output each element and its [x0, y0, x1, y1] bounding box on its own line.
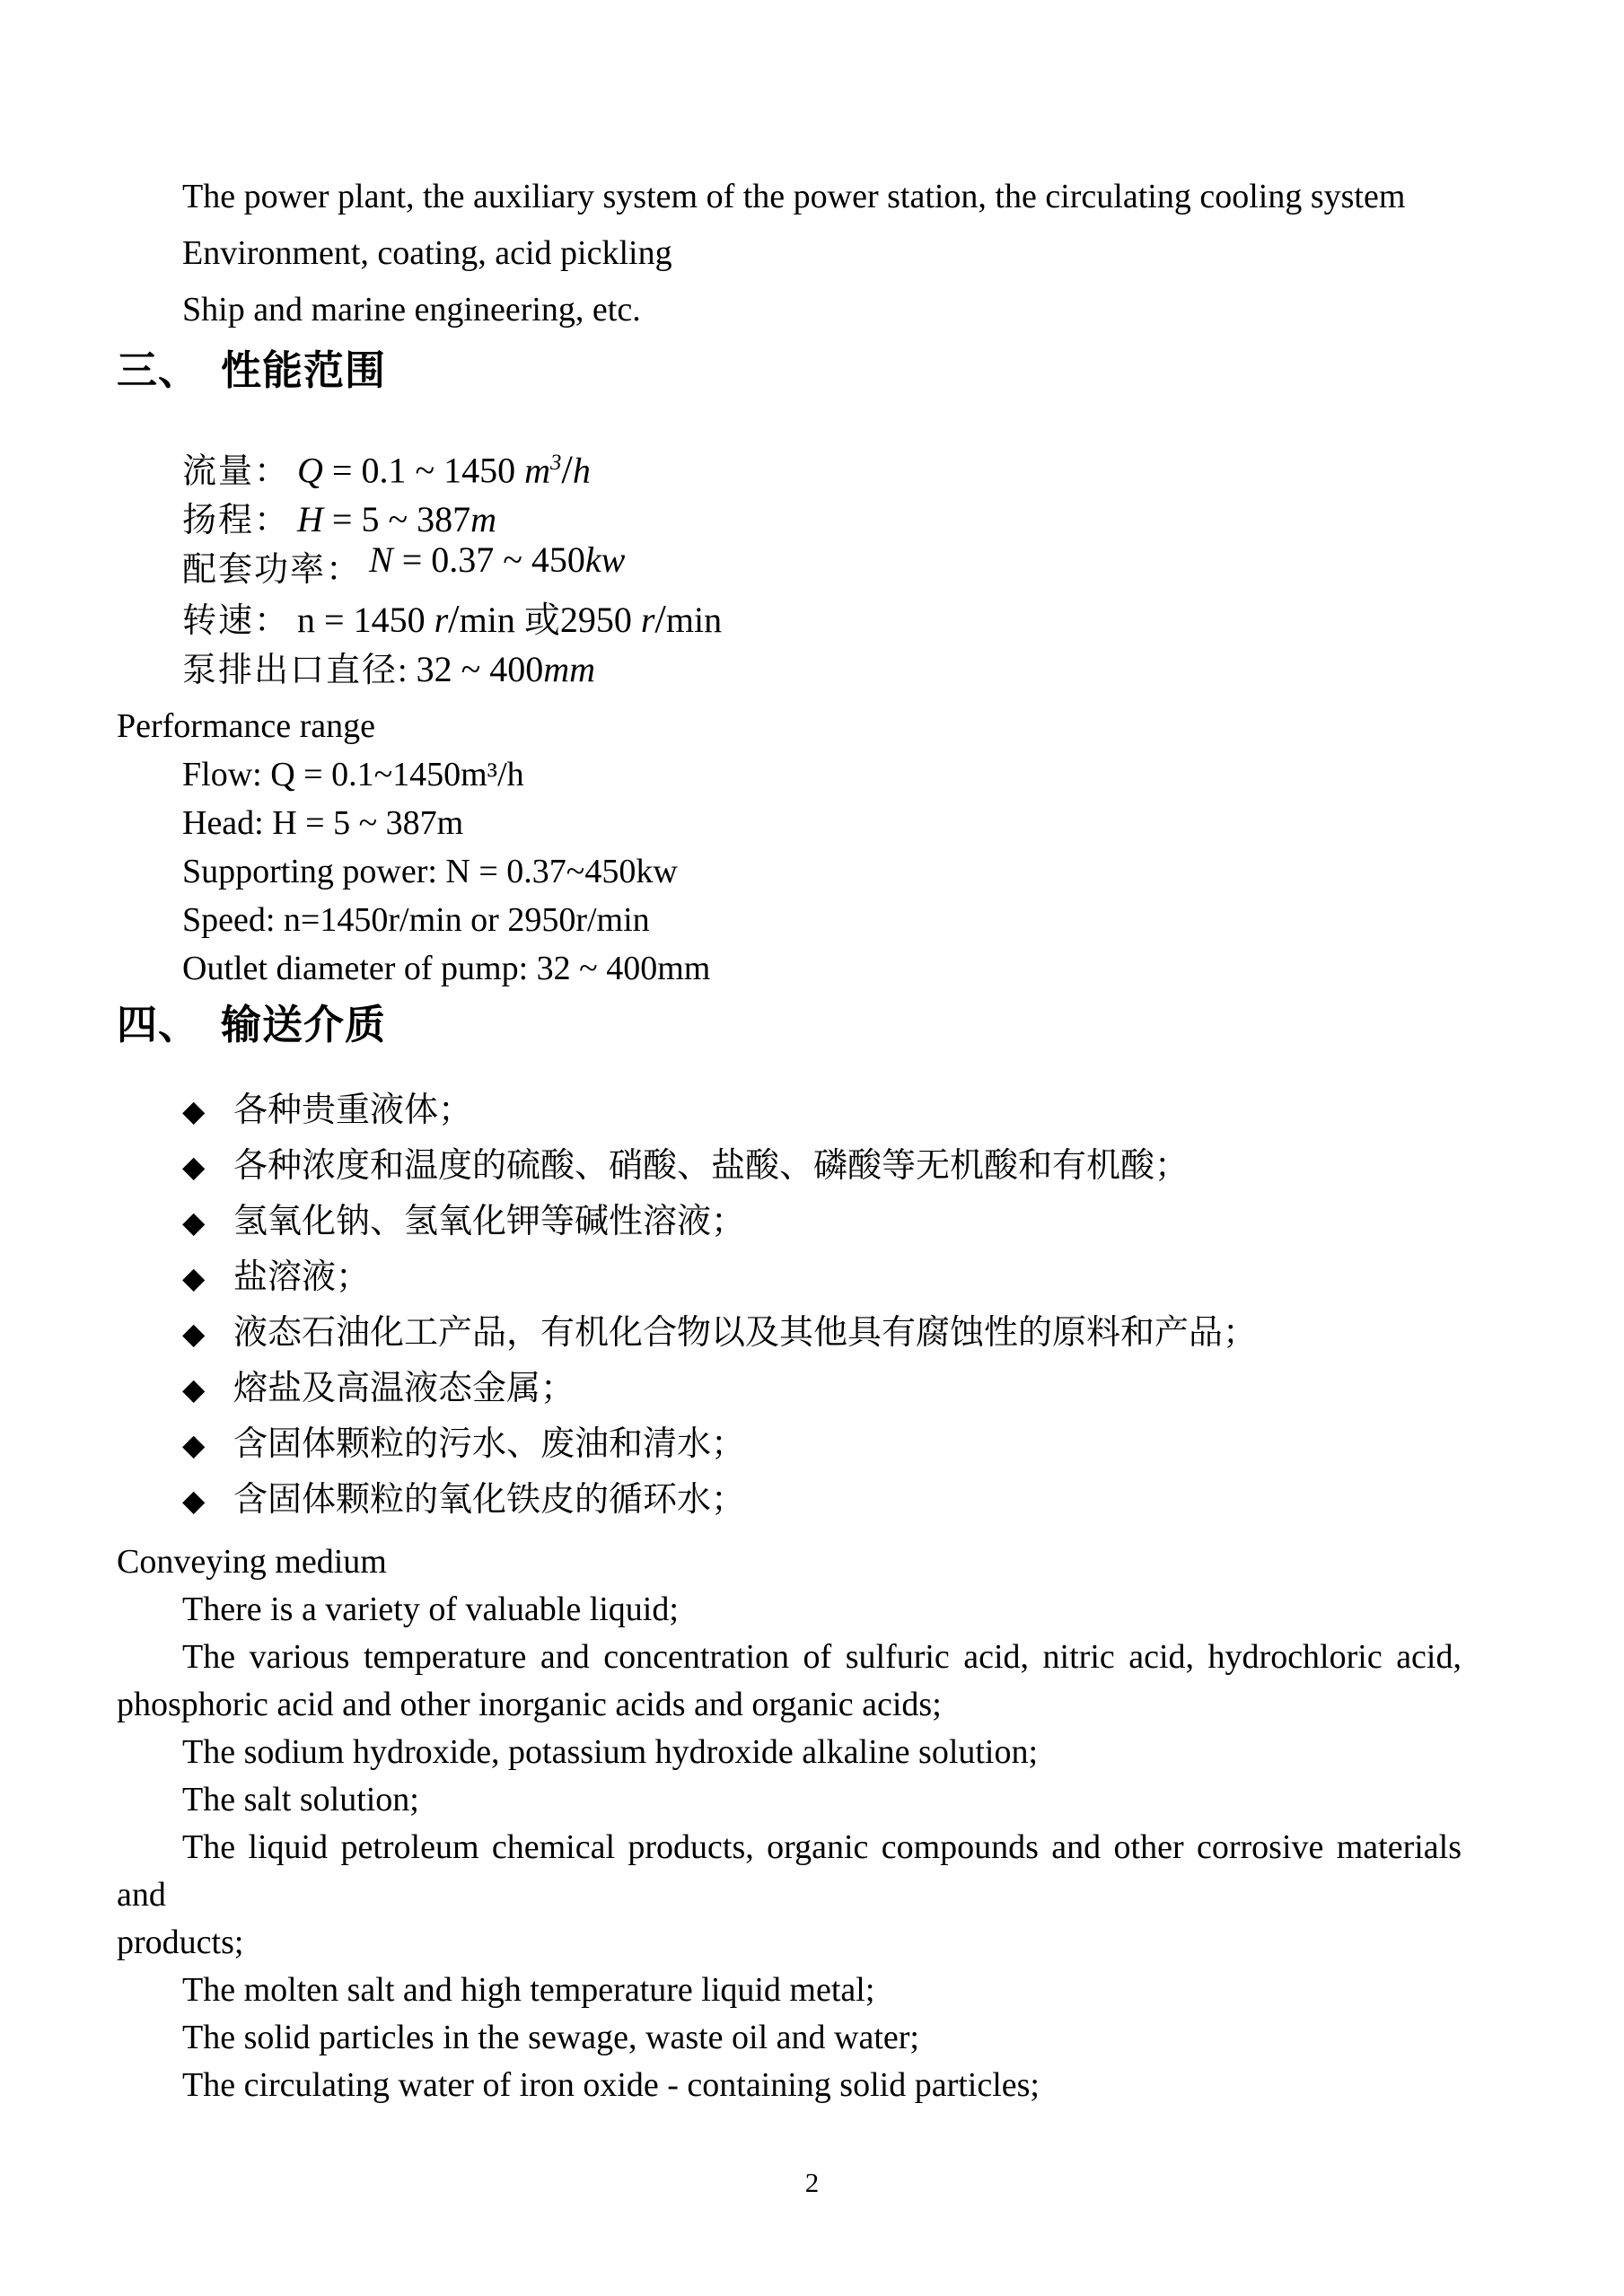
paragraph-line: phosphoric acid and other inorganic acids and organic acids; [117, 1686, 942, 1724]
performance-range-label: Performance range [117, 707, 376, 746]
bullet-text: 含固体颗粒的氧化铁皮的循环水； [233, 1481, 746, 1520]
bullet-item [182, 1250, 1462, 1306]
spec-formula: 32 ~ 400mm [416, 649, 595, 690]
conveying-medium-label: Conveying medium [117, 1543, 387, 1582]
page-content [117, 0, 1462, 2109]
section-title: 输送介质 [221, 1002, 387, 1048]
bullet-text: 各种浓度和温度的硫酸、硝酸、盐酸、磷酸等无机酸和有机酸； [233, 1147, 1189, 1186]
bullet-text: 各种贵重液体； [233, 1091, 473, 1130]
intro-line: The power plant, the auxiliary system of the power station, the circulating cooling system [182, 178, 1406, 215]
spec-line-en: Supporting power: N = 0.37~450kw [182, 853, 678, 891]
bullet-item [182, 1473, 1462, 1529]
bullet-item [182, 1139, 1462, 1195]
paragraph-line: There is a variety of valuable liquid; [182, 1591, 679, 1629]
bullet-text: 氢氧化钠、氢氧化钾等碱性溶液； [233, 1203, 746, 1241]
diamond-bullet-icon: ◆ [182, 1319, 206, 1352]
intro-paragraphs [117, 169, 1462, 338]
bullet-text: 盐溶液； [233, 1258, 371, 1297]
spec-line-cn [182, 439, 1462, 495]
paragraph-line: The sodium hydroxide, potassium hydroxide alkaline solution; [182, 1733, 1039, 1772]
diamond-bullet-icon: ◆ [182, 1374, 206, 1407]
bullet-text: 含固体颗粒的污水、废油和清水； [233, 1425, 746, 1464]
specs-english [117, 750, 1462, 993]
page-number: 2 [804, 2167, 820, 2198]
section-title: 性能范围 [221, 347, 387, 393]
spec-formula: N = 0.37 ~ 450kw [369, 539, 626, 581]
bullet-item [182, 1362, 1462, 1417]
spec-label: 流量： [182, 452, 291, 491]
spec-line-cn [182, 539, 1462, 594]
bullet-item [182, 1306, 1462, 1362]
paragraph-line: products; [117, 1924, 244, 1962]
spec-line-cn [182, 594, 1462, 645]
bullet-item [182, 1417, 1462, 1473]
spec-label: 配套功率： [182, 551, 363, 590]
spec-label: 转速： [182, 602, 291, 641]
specs-chinese [182, 439, 1462, 695]
paragraph-line: The various temperature and concentration of sulfuric acid, nitric acid, hydrochloric acid, [182, 1638, 1462, 1677]
spec-line-en: Flow: Q = 0.1~1450m³/h [182, 756, 524, 794]
spec-line-en: Head: H = 5 ~ 387m [182, 804, 464, 843]
diamond-bullet-icon: ◆ [182, 1207, 206, 1240]
medium-english-paragraphs [117, 1586, 1462, 2109]
bullet-item [182, 1195, 1462, 1250]
diamond-bullet-icon: ◆ [182, 1096, 206, 1129]
intro-line: Ship and marine engineering, etc. [182, 291, 641, 329]
section-heading-conveying-medium [117, 998, 1462, 1052]
diamond-bullet-icon: ◆ [182, 1263, 206, 1296]
section-number: 三、 [117, 347, 200, 393]
diamond-bullet-icon: ◆ [182, 1485, 206, 1519]
section-number: 四、 [117, 1002, 200, 1048]
paragraph-line: The salt solution; [182, 1781, 419, 1819]
bullet-text: 熔盐及高温液态金属； [233, 1370, 575, 1408]
bullet-text: 液态石油化工产品，有机化合物以及其他具有腐蚀性的原料和产品； [233, 1314, 1258, 1353]
section-heading-performance-range [117, 344, 1462, 398]
intro-line: Environment, coating, acid pickling [182, 234, 672, 272]
diamond-bullet-icon: ◆ [182, 1430, 206, 1463]
paragraph-line: The liquid petroleum chemical products, organic compounds and other corrosive materials and [117, 1828, 1462, 1915]
paragraph-line: The solid particles in the sewage, waste oil and water; [182, 2019, 919, 2057]
spec-formula: Q = 0.1 ~ 1450 $m^3/h$ [297, 446, 591, 492]
spec-line-en: Outlet diameter of pump: 32 ~ 400mm [182, 950, 711, 988]
bullet-item [182, 1083, 1462, 1139]
spec-formula: H = 5 ~ 387m [297, 499, 496, 540]
diamond-bullet-icon: ◆ [182, 1152, 206, 1185]
spec-line-cn [182, 645, 1462, 695]
paragraph-line: The circulating water of iron oxide - containing solid particles; [182, 2066, 1040, 2105]
spec-formula: n = 1450 r/min 或2950 r/min [297, 596, 723, 642]
paragraph-line: The molten salt and high temperature liquid metal; [182, 1971, 875, 2010]
spec-label: 扬程： [182, 502, 291, 540]
spec-label: 泵排出口直径: [182, 652, 409, 690]
spec-line-en: Speed: n=1450r/min or 2950r/min [182, 901, 650, 940]
medium-bullet-list [182, 1083, 1462, 1529]
